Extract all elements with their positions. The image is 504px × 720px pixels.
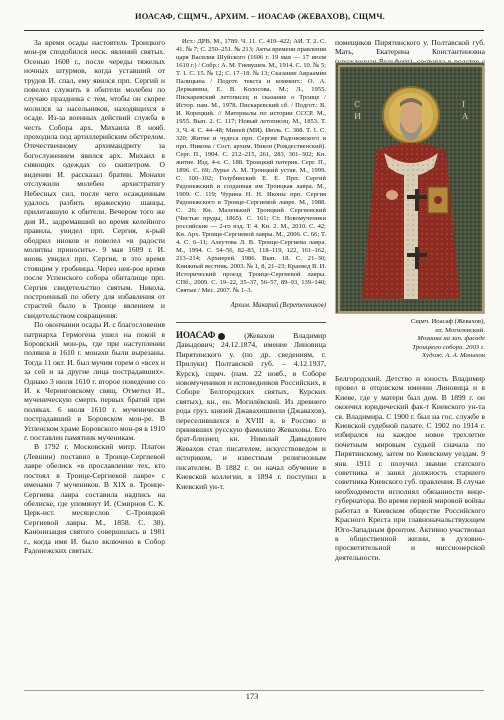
article-body: (Жевахов Владимир Давыдович; 24.12.1874, имение Линовица Пирятинского у. (по др. сведениям, г. Прилуки) Полтавской губ. – 4.12.1937, Курск), сщмч. (пам. 22 нояб., в Соборе новомучеников и исповедников Российских, в Соборе Белгородских святых, Курских святых), кн., ен. Могилёвский. Из древнего рода груз. князей Джавахишвили (Джавахов), переселившихся в XVIII в. в Россию и принявших русскую фамилию Жеваховы. Его брат-близнец кн. Николай Давыдович Жевахов стал писателем, искусствоведом и историком, и известным религиозным писателем. В 1882 г. он начал обучение в Киевской коллегии, в 1894 г. поступил в Киевский ун-т.: [176, 331, 326, 491]
right-intro-text: помещиков Пирятинского у. Полтавской губ. Мать, Екатерина Константиновна: [335, 38, 485, 57]
literature-author: Архим. Макарий (Веретенников): [230, 302, 326, 309]
footer-divider: [24, 690, 484, 691]
caption-medium: Мозаика на зап. фасаде: [417, 335, 485, 342]
caption-artist: Худож. А. А. Манихон: [422, 352, 485, 359]
right-column-body: [335, 374, 485, 674]
literature-text: Ист.: ДРВ. М., 1789. Ч. 11. С. 419–422; АИ. Т. 2. С. 41. № 7; С. 250–251. № 213; Акты времени правления царя Василия Шуйского (1606 г. 19 мая — 17 июля 1610 г.) / Собр.: А. М. Гневушев. М., 1914. С. 10. № 5; Т. 1. С. 15. № 12; С. 17–18. № 13; Сказание Авраамия Палицына / Подгот. текста и коммент.: О. А. Державина, Е. В. Колосова. М.; Л., 1955. Пискаревский летописец и сказание о Троице / Истор. пам. М., 1978. Пискаревский сб. / Подгот.: В. И. Корецкий. // Материалы по истории СССР. М., 1955. Вып. 2. С. 117; Новый летописец. М., 1853. Т. 3, Ч. 4. С. 44–48; Миней (МИ). Июль. С. 308. Т. 1. С. 320; Житие и чудеса прп. Сергия Радонежского и прп. Никона / Сост. архим. Никон (Рождественский). Серг. П., 1904. С. 212–215, 261, 283, 301–302; Кн. житие. Изд. 4-е. С. 188. Троицкий патерик. Серг. П., 1896. С. 69; Лурье А. М. Троицкий устав. М., 1999. С. 100–102; Голубинский Е. Е. Прп. Сергий Радонежский и созданная им Троицкая лавра. М., 1909. С. 119; Чурина Н. Н. Иконы прп. Сергия Радонежского в Троице-Сергиевой лавре. М., 1988. С. 26; Кн. Маленький Троицкий Сергиевский (Чистые пруды, 1865). С. 161; Ст. Новомученики российские — 2-го изд. Т. 4. Кн. 2. М., 2010. С. 42; Кн. Арх. Троице-Сергиевой лавры. М., 2006. С. 66; Т. 4. С. 6–11; Алеутова Л. В. Троице-Сергиева лавра. М., 1994. С. 54–56, 82–83, 118–119, 122, 161–162, 213–214; Архиерей. 1986. Вып. 18. С. 21–30; Книжный вестник. 2003. № 1, 8, 21–23; Краевед В. И. Исторический проезд Троице-Сергиевой лавры. СПб., 2009. С. 19–22, 35–37, 56–57, 89–93, 139–140; Святые / Мес. 2007. № 1–3.: [176, 38, 326, 295]
literature-block: [176, 38, 326, 300]
svg-text:И: И: [354, 112, 361, 121]
image-caption: [335, 318, 485, 372]
caption-title: Сщмч. Иоасаф (Жевахов),: [410, 318, 485, 325]
article-entry: [176, 331, 326, 491]
svg-text:С: С: [354, 100, 361, 109]
mosaic-icon-image: [335, 62, 485, 314]
caption-subtitle: еп. Могилевский.: [435, 326, 485, 334]
page-number: 173: [245, 692, 259, 701]
left-paragraph-3: В 1792 г. Московский митр. Платон (Левшин) поставил в Троице-Сергиевой лавре обелиск «в прославление тех, кто постоял в Троице-Сергиевой лавре» с именами 7 мучеников. В XIX в. Троице-Сергиева лавра составила надпись на обелиске, где упомянут И. (Смирнов С. К. Церк-ист. месяцеслов С-Троицкой Сергиевой лавры. М., 1858. С. 38). Канонизация святого совершилась в 1981 г., когда имя И. было включено в Собор Радонежских святых.: [24, 442, 165, 555]
running-header: ИОАСАФ, СЩМЧ., АРХИМ. – ИОАСАФ (ЖЕВАХОВ), СЩМЧ.: [135, 12, 385, 21]
header-divider: [24, 30, 484, 31]
middle-column: [176, 38, 326, 668]
article-divider: [176, 322, 326, 323]
left-paragraph-2: По окончании осады И. с благословения патриарха Гермогена ушел на покой в Боровский мон-рь, где при наступлении поляков в 1610 г. монахи были вырезаны. Тогда 11 окт. И. был мучим горем о «всех и за сей и за другие лица пострадавших». Однако 3 июля 1610 г. второе поведение со И. к Черниговскому свящ. Отметил И., мученическую смерть первых братий при поляках. 6 июля 1610 г. мученически пострадавший в Боровском мон-ре. В Успенском храме Боровского мон-ря в 1910 г. поставлен памятник мученикам.: [24, 320, 165, 443]
svg-text:А: А: [462, 112, 469, 121]
caption-location: Троицкого собора. 2003 г.: [412, 343, 485, 351]
right-body-text: Белгородский. Детство и юность Владимир провел в отцовском имении Линовица и в Киеве, где у матери был дом. В 1899 г. он окончил юридический фак-т Киевского ун-та св. Владимира. С 1900 г. был на гос. службе в Киевской судебной палате. С 1902 по 1914 г. избирался на каждое новое трехлетие почетным мировым судьей сначала по Пирятинскому, затем по Киевскому уездам. 9 янв. 1911 г. получил звание статского советника и занял должность старшего советника Киевского губ. правления. В случае необходимости исполнял обязанности вице-губернатора. Во время первой мировой войны работал в Киевском обществе Российского Красного Креста при главноначальствующем Юго-Западным фронтом. Активно участвовал в общественной жизни, в духовно-просветительной и миссионерской деятельности.: [335, 374, 485, 562]
saint-mosaic-icon: [336, 63, 485, 314]
left-column: [24, 38, 165, 668]
svg-text:І: І: [462, 100, 466, 109]
article-headword: ИОАСАФ: [176, 330, 216, 340]
left-paragraph-1: За время осады настоятель Троицкого мон-ря сподобился неск. явлений святых. Осенью 1608 г., после череды тяжелых ночных штурмов, когда уставший от трудов И. спал, ему явился прп. Сергий и повелел служить в обители молебен по случаю праздника с тем, чтобы он скорее молился за насельников, находящихся в осаде. Из-за военных действий служба в честь Собора арх. Михаила 8 нояб. проходила под артиллерийским обстрелом. Отечественному архимандриту за богослужением явился арх. Михаил в сияющих одеждах со скипетром. О видении И. рассказал братии. Монахи отслужили молебен архистратигу Небесных сил, после чего осажденным удалось разбить вражескую шанцы, прилегавшую к обители. Вечером того же дня И., задремавший во время келейного правила, увидел прп. Сергия, к-рый ободрил иноков и повелел «в радости молитвы приносить». 9 мая 1609 г. И. вновь увидел прп. Сергия, в это время стоящим у гробницы. Через нек-рое время после Успенского собора обиталище прп. Сергия свидетельство святым. Никола, построенный по обету для избавления от страстей было в Троице явлением и свидетельством сокращения.: [24, 38, 165, 320]
